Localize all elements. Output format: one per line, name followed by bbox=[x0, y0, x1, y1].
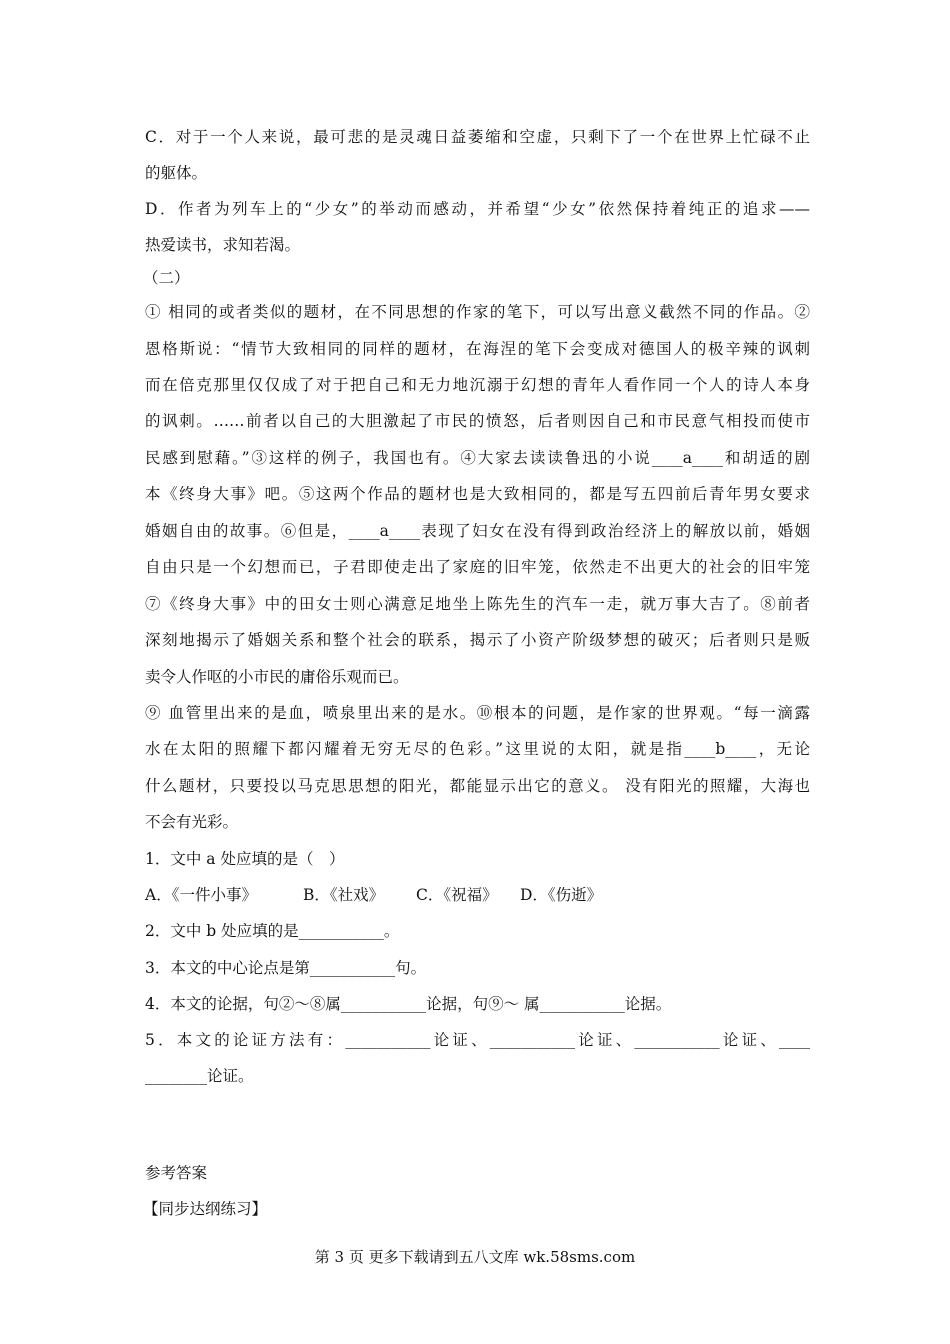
section-heading: （二） bbox=[143, 269, 190, 287]
passage-line: 婚姻自由的故事。⑥但是，____a____表现了妇女在没有得到政治经济上的解放以前，婚姻 bbox=[145, 522, 810, 540]
question-4: 4．本文的论据，句②～⑧属___________论据，句⑨～ 属___________论据。 bbox=[145, 995, 672, 1013]
passage-line: 恩格斯说：“情节大致相同的同样的题材，在海涅的笔下会变成对德国人的极辛辣的讽刺 bbox=[145, 340, 810, 358]
option-a: A．《一件小事》 bbox=[145, 886, 257, 904]
question-5-line-1: 5．本文的论证方法有：___________论证、___________论证、___________论证、____ bbox=[145, 1031, 810, 1049]
passage-line: 水在太阳的照耀下都闪耀着无穷无尽的色彩。”这里说的太阳，就是指____b____，无论 bbox=[145, 740, 810, 758]
option-c: C．《祝福》 bbox=[416, 886, 498, 904]
passage-line: 民感到慰藉。”③这样的例子，我国也有。④大家去读读鲁迅的小说____a____和胡适的剧 bbox=[145, 449, 810, 467]
answer-subheading: 【同步达纲练习】 bbox=[143, 1200, 268, 1218]
answer-heading: 参考答案 bbox=[145, 1164, 208, 1182]
passage-line: 不会有光彩。 bbox=[145, 813, 239, 831]
passage-line: 的讽刺。……前者以自己的大胆激起了市民的愤怒，后者则因自己和市民意气相投而使市 bbox=[145, 412, 810, 430]
passage-line: 本《终身大事》吧。⑤这两个作品的题材也是大致相同的，都是写五四前后青年男女要求 bbox=[145, 485, 810, 503]
question-1: 1．文中 a 处应填的是（ ） bbox=[145, 850, 345, 868]
page-footer: 第 3 页 更多下载请到五八文库 wk.58sms.com bbox=[314, 1248, 636, 1266]
passage-line: 卖令人作呕的小市民的庸俗乐观而已。 bbox=[145, 668, 409, 686]
passage-line: 而在倍克那里仅仅成了对于把自己和无力地沉溺于幻想的青年人看作同一个人的诗人本身 bbox=[145, 376, 810, 394]
passage-line: 自由只是一个幻想而已，子君即使走出了家庭的旧牢笼，依然走不出更大的社会的旧牢笼 bbox=[145, 558, 810, 576]
passage-line: ⑨ 血管里出来的是血，喷泉里出来的是水。⑩根本的问题，是作家的世界观。“每一滴露 bbox=[145, 704, 810, 722]
passage-line: ⑦《终身大事》中的田女士则心满意足地坐上陈先生的汽车一走，就万事大吉了。⑧前者 bbox=[145, 595, 810, 613]
question-5-line-2: ________论证。 bbox=[145, 1067, 254, 1085]
question-3: 3．本文的中心论点是第___________句。 bbox=[145, 959, 427, 977]
option-d: D．《伤逝》 bbox=[520, 886, 603, 904]
option-c-line-2: 的躯体。 bbox=[145, 164, 208, 182]
option-c-line-1: C．对于一个人来说，最可悲的是灵魂日益萎缩和空虚，只剩下了一个在世界上忙碌不止 bbox=[145, 128, 810, 146]
passage-line: ① 相同的或者类似的题材，在不同思想的作家的笔下，可以写出意义截然不同的作品。② bbox=[145, 303, 810, 321]
option-b: B．《社戏》 bbox=[303, 886, 385, 904]
option-d-line-1: D．作者为列车上的“少女”的举动而感动，并希望“少女”依然保持着纯正的追求—— bbox=[145, 200, 810, 218]
option-d-line-2: 热爱读书，求知若渴。 bbox=[145, 236, 301, 254]
passage-line: 什么题材，只要投以马克思思想的阳光，都能显示出它的意义。 没有阳光的照耀，大海也 bbox=[145, 777, 810, 795]
question-2: 2．文中 b 处应填的是___________。 bbox=[145, 922, 400, 940]
passage-line: 深刻地揭示了婚姻关系和整个社会的联系，揭示了小资产阶级梦想的破灭；后者则只是贩 bbox=[145, 631, 810, 649]
question-1-options bbox=[145, 885, 810, 905]
